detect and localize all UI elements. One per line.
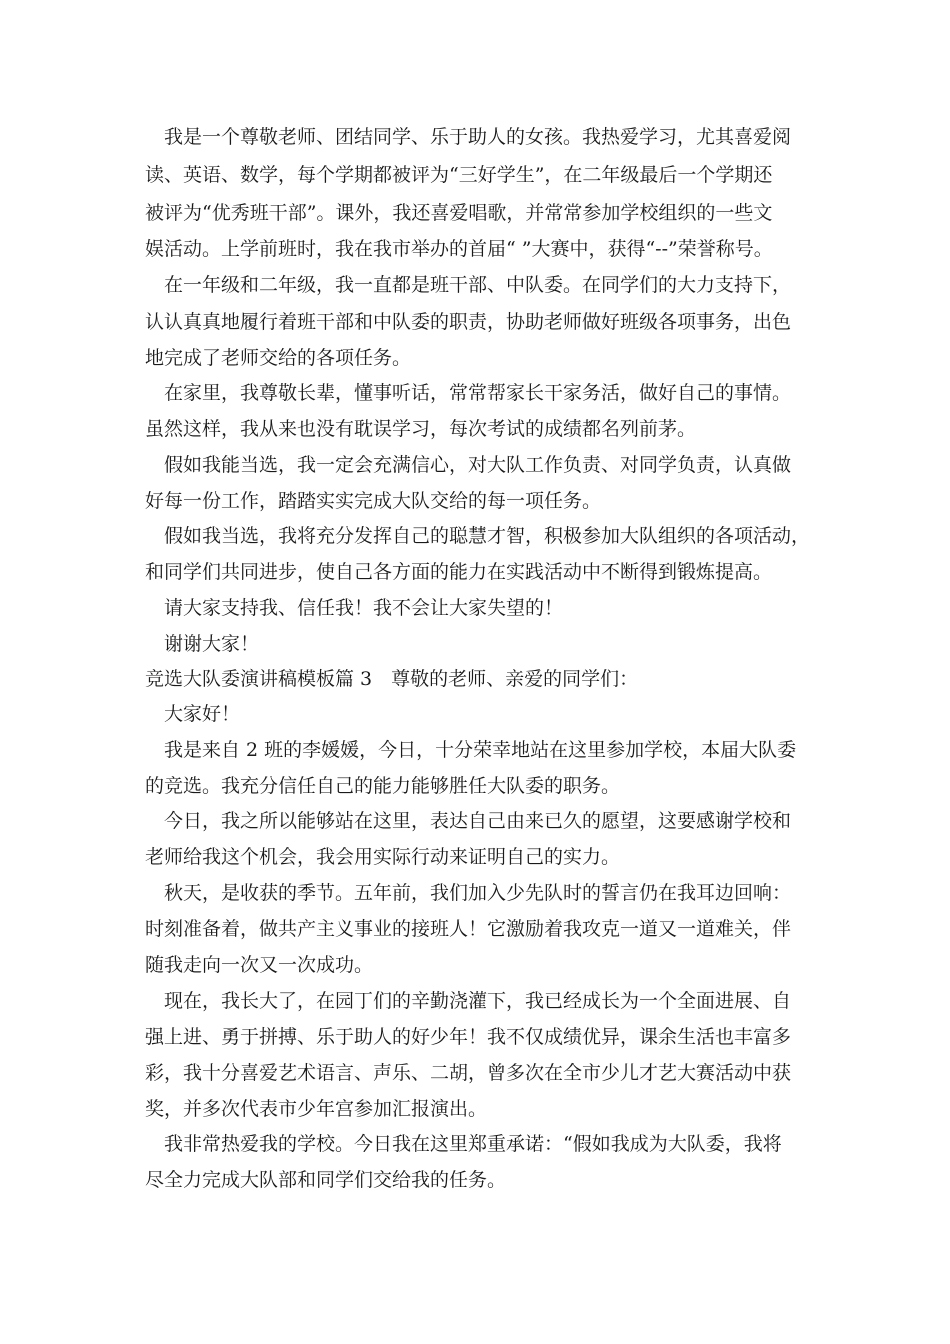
text-line: 虽然这样，我从来也没有耽误学习，每次考试的成绩都名列前茅。 (145, 418, 697, 440)
text-line: 认认真真地履行着班干部和中队委的职责，协助老师做好班级各项事务，出色 (145, 311, 792, 333)
text-line: 在一年级和二年级，我一直都是班干部、中队委。在同学们的大力支持下， (164, 274, 792, 296)
text-line: 尽全力完成大队部和同学们交给我的任务。 (145, 1169, 507, 1191)
text-line: 的竞选。我充分信任自己的能力能够胜任大队委的职务。 (145, 775, 621, 797)
text-line: 秋天，是收获的季节。五年前，我们加入少先队时的誓言仍在我耳边回响： (164, 882, 792, 904)
text-line: 我是一个尊敬老师、团结同学、乐于助人的女孩。我热爱学习，尤其喜爱阅 (164, 126, 792, 148)
text-line: 强上进、勇于拼搏、乐于助人的好少年！我不仅成绩优异，课余生活也丰富多 (145, 1026, 792, 1048)
text-line: 假如我能当选，我一定会充满信心，对大队工作负责、对同学负责，认真做 (164, 454, 792, 476)
text-line: 奖，并多次代表市少年宫参加汇报演出。 (145, 1098, 488, 1120)
text-line: 随我走向一次又一次成功。 (145, 954, 374, 976)
text-line: 我是来自 2 班的李媛媛，今日，十分荣幸地站在这里参加学校，本届大队委 (164, 739, 797, 761)
text-line: 我非常热爱我的学校。今日我在这里郑重承诺：“假如我成为大队委，我将 (164, 1133, 782, 1155)
text-line: 和同学们共同进步，使自己各方面的能力在实践活动中不断得到锻炼提高。 (145, 561, 773, 583)
text-line: 大家好！ (164, 703, 241, 725)
text-line: 老师给我这个机会，我会用实际行动来证明自己的实力。 (145, 846, 621, 868)
section-heading: 竞选大队委演讲稿模板篇 3 尊敬的老师、亲爱的同学们： (145, 668, 639, 690)
text-line: 谢谢大家！ (164, 633, 260, 655)
text-line: 被评为“优秀班干部”。课外，我还喜爱唱歌，并常常参加学校组织的一些文 (145, 202, 773, 224)
text-line: 请大家支持我、信任我！我不会让大家失望的！ (164, 597, 564, 619)
text-line: 假如我当选，我将充分发挥自己的聪慧才智，积极参加大队组织的各项活动， (164, 525, 811, 547)
text-line: 读、英语、数学，每个学期都被评为“三好学生”，在二年级最后一个学期还 (145, 164, 773, 186)
text-line: 彩，我十分喜爱艺术语言、声乐、二胡，曾多次在全市少儿才艺大赛活动中获 (145, 1062, 792, 1084)
text-line: 地完成了老师交给的各项任务。 (145, 347, 412, 369)
text-line: 现在，我长大了，在园丁们的辛勤浇灌下，我已经成长为一个全面进展、自 (164, 990, 792, 1012)
text-line: 在家里，我尊敬长辈，懂事听话，常常帮家长干家务活，做好自己的事情。 (164, 382, 792, 404)
text-line: 好每一份工作，踏踏实实完成大队交给的每一项任务。 (145, 490, 602, 512)
text-line: 时刻准备着，做共产主义事业的接班人！它激励着我攻克一道又一道难关，伴 (145, 918, 792, 940)
text-line: 娱活动。上学前班时，我在我市举办的首届“ ”大赛中，获得“--”荣誉称号。 (145, 238, 773, 260)
text-line: 今日，我之所以能够站在这里，表达自己由来已久的愿望，这要感谢学校和 (164, 810, 792, 832)
